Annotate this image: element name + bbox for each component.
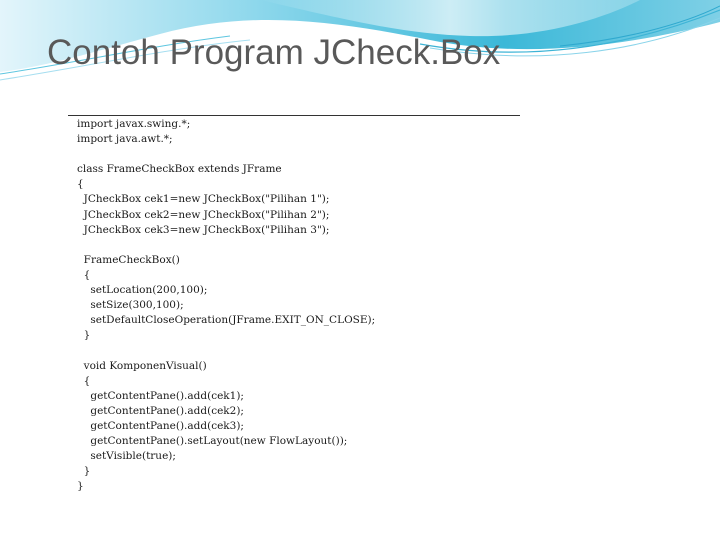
slide-title: Contoh Program JCheck.Box xyxy=(47,33,501,72)
code-line: import java.awt.*; xyxy=(77,133,173,146)
code-line: setSize(300,100); xyxy=(77,299,184,312)
code-line: getContentPane().add(cek1); xyxy=(77,389,244,402)
code-line: setLocation(200,100); xyxy=(77,284,208,297)
code-line: FrameCheckBox() xyxy=(77,253,180,266)
code-line: getContentPane().add(cek2); xyxy=(77,404,244,417)
code-line: getContentPane().setLayout(new FlowLayout()); xyxy=(77,434,348,447)
code-top-rule xyxy=(68,115,520,116)
code-line: } xyxy=(77,329,91,342)
code-line: { xyxy=(77,178,84,191)
code-line: setVisible(true); xyxy=(77,450,176,463)
code-line: void KomponenVisual() xyxy=(77,359,207,372)
code-line: setDefaultCloseOperation(JFrame.EXIT_ON_CLOSE); xyxy=(77,314,376,327)
code-line xyxy=(77,147,375,162)
code-line: { xyxy=(77,268,91,281)
code-line xyxy=(77,238,375,253)
code-line: JCheckBox cek2=new JCheckBox("Pilihan 2"); xyxy=(77,208,330,221)
code-line: { xyxy=(77,374,91,387)
code-line: import javax.swing.*; xyxy=(77,118,191,130)
code-line xyxy=(77,343,375,358)
code-line: getContentPane().add(cek3); xyxy=(77,419,244,432)
code-line: class FrameCheckBox extends JFrame xyxy=(77,163,282,176)
code-listing xyxy=(77,117,375,494)
code-line: JCheckBox cek1=new JCheckBox("Pilihan 1"); xyxy=(77,193,330,206)
code-line: } xyxy=(77,480,84,493)
code-line: } xyxy=(77,465,91,478)
code-line: JCheckBox cek3=new JCheckBox("Pilihan 3"); xyxy=(77,223,330,236)
